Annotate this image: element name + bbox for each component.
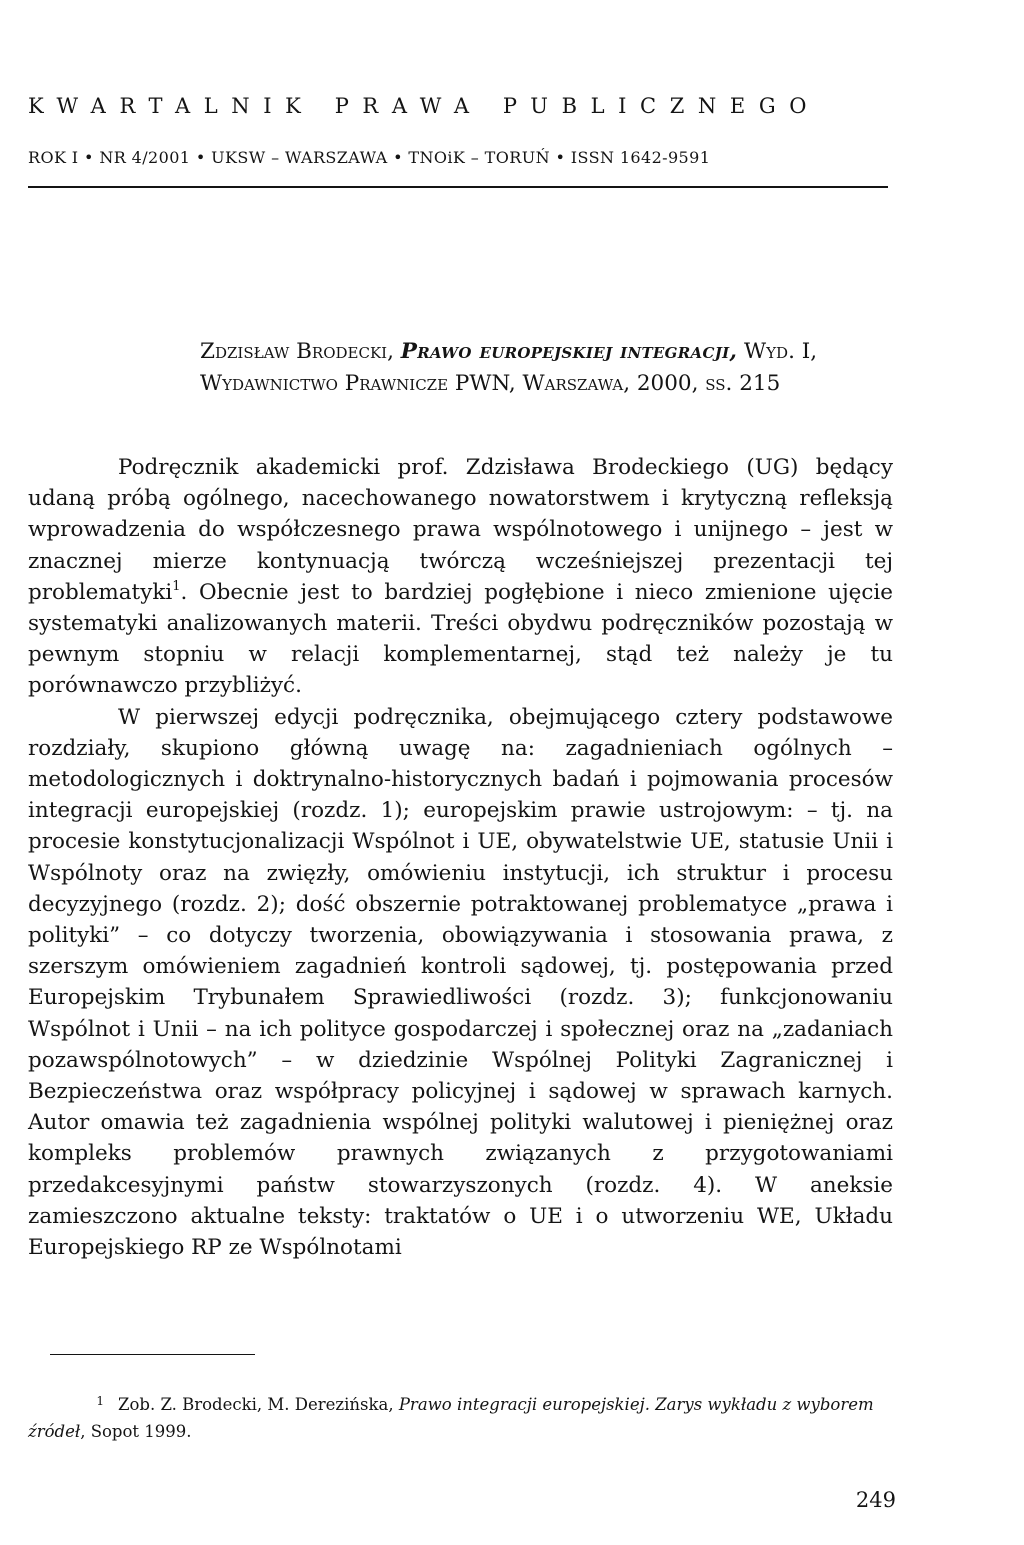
page-number: 249	[855, 1488, 896, 1512]
footnote-text: Zob. Z. Brodecki, M. Derezińska,	[118, 1395, 399, 1414]
paragraph-1-text-continued: . Obecnie jest to bardziej pogłębione i nieco zmienione ujęcie systematyki analizowanych materii. Treści obydwu podręczników pozostają w pewnym stopniu w relacji komplementarnej, stąd też należy je tu porównawczo przybliżyć.	[28, 579, 893, 699]
citation-publication-info: Wyd. I, Wydawnictwo Prawnicze PWN, Warszawa, 2000, ss. 215	[200, 339, 818, 396]
footnote-divider	[50, 1354, 255, 1355]
review-citation	[200, 336, 900, 400]
footnote-text-end: , Sopot 1999.	[80, 1422, 192, 1441]
journal-title: KWARTALNIK PRAWA PUBLICZNEGO	[28, 94, 821, 118]
paragraph-1-text: Podręcznik akademicki prof. Zdzisława Brodeckiego (UG) będący udaną próbą ogólnego, nacechowanego nowatorstwem i krytyczną refleksją wprowadzenia do współczesnego prawa wspólnotowego i unijnego – jest w znacznej mierze kontynuacją twórczą wcześniejszej prezentacji tej problematyki	[28, 455, 893, 605]
journal-issue-info: ROK I • NR 4/2001 • UKSW – WARSZAWA • TNOiK – TORUŃ • ISSN 1642-9591	[28, 148, 711, 167]
body-paragraph-1	[28, 452, 893, 702]
citation-book-title: Prawo europejskiej integracji,	[400, 339, 738, 364]
footnote-work-title: Prawo integracji europejskiej. Zarys wykładu z wyborem źródeł	[28, 1395, 874, 1441]
footnote-reference: 1	[172, 578, 181, 594]
header-divider	[28, 186, 888, 188]
citation-author: Zdzisław Brodecki,	[200, 339, 401, 364]
body-paragraph-2: W pierwszej edycji podręcznika, obejmującego cztery podstawowe rozdziały, skupiono główną uwagę na: zagadnieniach ogólnych – metodologicznych i doktrynalno-historycznych badań i pojmowania procesów integracji europejskiej (rozdz. 1); europejskim prawie ustrojowym: – tj. na procesie konstytucjonalizacji Wspólnot i UE, obywatelstwie UE, statusie Unii i Wspólnoty oraz na zwięzły, omówieniu instytucji, ich struktur i procesu decyzyjnego (rozdz. 2); dość obszernie potraktowanej problematyce „prawa i polityki” – co dotyczy tworzenia, obowiązywania i stosowania prawa, z szerszym omówieniem zagadnień kontroli sądowej, tj. postępowania przed Europejskim Trybunałem Sprawiedliwości (rozdz. 3); funkcjonowaniu Wspólnot i Unii – na ich polityce gospodarczej i społecznej oraz na „zadaniach pozawspólnotowych” – w dziedzinie Wspólnej Polityki Zagranicznej i Bezpieczeństwa oraz współpracy policyjnej i sądowej w sprawach karnych. Autor omawia też zagadnienia wspólnej polityki walutowej i pieniężnej oraz kompleks problemów prawnych związanych z przygotowaniami przedakcesyjnymi państw stowarzyszonych (rozdz. 4). W aneksie zamieszczono aktualne teksty: traktatów o UE i o utworzeniu WE, Układu Europejskiego RP ze Wspólnotami	[28, 704, 893, 1261]
review-body	[28, 452, 893, 1263]
footnote: 1 Zob. Z. Brodecki, M. Derezińska, Prawo integracji europejskiej. Zarys wykładu z wyborem źródeł, Sopot 1999.	[28, 1394, 874, 1441]
